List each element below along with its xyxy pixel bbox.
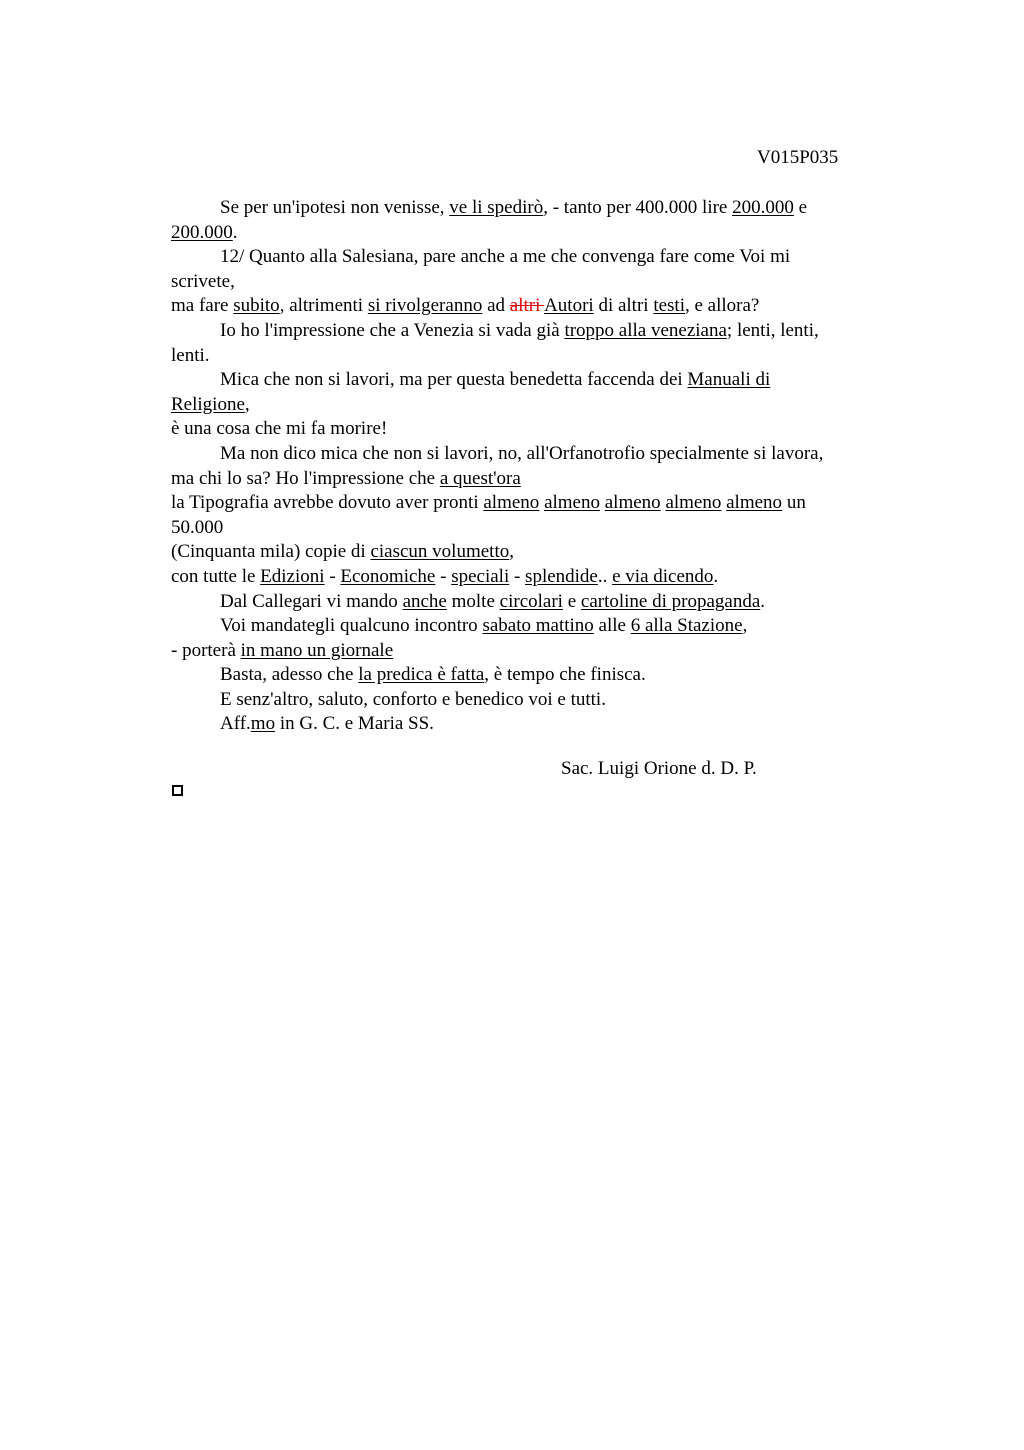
text-run: Io ho l'impressione che a Venezia si vada già xyxy=(220,319,565,341)
underlined-text: almeno xyxy=(483,492,540,514)
text-run: un xyxy=(782,492,806,514)
text-run: Mica che non si lavori, ma per questa benedetta faccenda dei xyxy=(220,369,688,391)
text-run: , è tempo che finisca. xyxy=(484,664,646,686)
text-run: , xyxy=(509,541,514,563)
text-run: E senz'altro, saluto, conforto e benedico voi e tutti. xyxy=(220,688,606,710)
text-line xyxy=(171,344,883,369)
text-line xyxy=(171,393,883,418)
text-line xyxy=(171,196,883,221)
underlined-text: Edizioni xyxy=(260,565,325,587)
text-run: , e allora? xyxy=(685,295,760,317)
underlined-text: Manuali di xyxy=(687,369,771,391)
text-run: - xyxy=(435,565,452,587)
text-run: , xyxy=(244,393,250,415)
text-run: (Cinquanta mila) copie di xyxy=(171,541,371,563)
underlined-text: mo xyxy=(250,713,276,735)
underlined-text: Autori xyxy=(544,295,594,317)
text-run: ad xyxy=(482,295,510,317)
text-run: Voi mandategli qualcuno incontro xyxy=(220,615,483,637)
underlined-text: 200.000 xyxy=(732,197,794,218)
underlined-text: speciali xyxy=(451,565,510,587)
text-run: la Tipografia avrebbe dovuto aver pronti xyxy=(171,492,484,514)
text-run: di altri xyxy=(593,295,654,317)
text-run: ma chi lo sa? Ho l'impressione che xyxy=(171,467,440,489)
underlined-text: Religione xyxy=(171,393,245,415)
underlined-text: ciascun volumetto xyxy=(370,541,510,563)
text-line xyxy=(171,417,883,442)
underlined-text: circolari xyxy=(499,590,563,612)
text-run: con tutte le xyxy=(171,565,261,587)
letter-body xyxy=(171,196,883,737)
text-line xyxy=(171,540,883,565)
underlined-text: si rivolgeranno xyxy=(367,295,483,317)
text-run: - xyxy=(509,565,526,587)
text-run: scrivete, xyxy=(171,270,235,292)
underlined-text: almeno xyxy=(544,492,600,514)
text-run: molte xyxy=(446,590,500,612)
underlined-text: anche xyxy=(402,590,447,612)
text-line xyxy=(171,565,883,590)
text-line xyxy=(171,639,883,664)
text-run: lenti. xyxy=(171,344,210,366)
underlined-text: almeno xyxy=(665,492,722,514)
text-run: 12/ Quanto alla Salesiana, pare anche a me che convenga fare come Voi mi xyxy=(220,246,791,268)
text-line xyxy=(171,221,883,246)
text-run: alle xyxy=(593,615,631,637)
underlined-text: la predica è fatta xyxy=(358,664,485,686)
underlined-text: ve li spedirò xyxy=(449,197,544,218)
text-run: . xyxy=(713,565,719,587)
text-run: Se per un'ipotesi non venisse, xyxy=(220,197,450,218)
deleted-text: altri xyxy=(509,295,545,317)
underlined-text: in mano un giornale xyxy=(240,639,394,661)
underlined-text: e via dicendo xyxy=(612,565,714,587)
text-line xyxy=(171,688,883,713)
underlined-text: almeno xyxy=(726,492,783,514)
text-line xyxy=(171,442,883,467)
text-line xyxy=(171,590,883,615)
text-run: - porterà xyxy=(171,639,241,661)
text-line xyxy=(171,663,883,688)
text-run: Basta, adesso che xyxy=(220,664,359,686)
text-run: Ma non dico mica che non si lavori, no, all'Orfanotrofio specialmente si lavora, xyxy=(220,442,824,464)
end-of-page-square-icon xyxy=(172,785,183,796)
text-line xyxy=(171,712,883,737)
text-run: , - tanto per 400.000 lire xyxy=(543,197,733,218)
underlined-text: splendide xyxy=(525,565,598,587)
text-line xyxy=(171,270,883,295)
text-line xyxy=(171,245,883,270)
text-run: . xyxy=(760,590,766,612)
underlined-text: 200.000 xyxy=(171,221,233,243)
text-line xyxy=(171,467,883,492)
text-run: , xyxy=(742,615,748,637)
text-line xyxy=(171,516,883,541)
text-run: e xyxy=(793,197,808,218)
text-run: e xyxy=(562,590,581,612)
text-line xyxy=(171,294,883,319)
underlined-text: a quest'ora xyxy=(439,467,521,489)
text-line xyxy=(171,368,883,393)
text-run: , altrimenti xyxy=(279,295,368,317)
underlined-text: 6 alla Stazione xyxy=(630,615,743,637)
text-run: è una cosa che mi fa morire! xyxy=(171,418,388,440)
page-identifier: V015P035 xyxy=(757,147,839,168)
text-line xyxy=(171,319,883,344)
text-line xyxy=(171,614,883,639)
underlined-text: Economiche xyxy=(340,565,436,587)
text-run: . xyxy=(232,221,238,243)
text-run: in G. C. e Maria SS. xyxy=(275,713,434,735)
text-run: Dal Callegari vi mando xyxy=(220,590,403,612)
underlined-text: cartoline di propaganda xyxy=(580,590,761,612)
signature: Sac. Luigi Orione d. D. P. xyxy=(561,758,757,779)
text-run: ma fare xyxy=(171,295,234,317)
underlined-text: almeno xyxy=(604,492,661,514)
text-run: Aff. xyxy=(220,713,251,735)
text-run: .. xyxy=(597,565,613,587)
underlined-text: sabato mattino xyxy=(482,615,594,637)
underlined-text: testi xyxy=(653,295,685,317)
text-run: ; lenti, lenti, xyxy=(726,319,819,341)
text-run: - xyxy=(324,565,341,587)
underlined-text: subito xyxy=(233,295,280,317)
text-line xyxy=(171,491,883,516)
text-run: 50.000 xyxy=(171,516,224,538)
underlined-text: troppo alla veneziana xyxy=(564,319,727,341)
